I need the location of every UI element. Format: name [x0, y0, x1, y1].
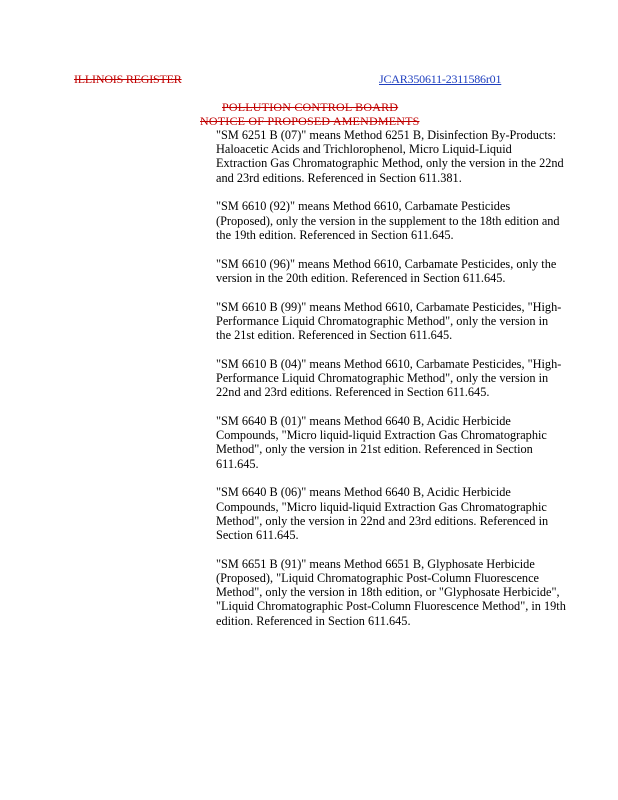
definition-paragraph: "SM 6640 B (01)" means Method 6640 B, Acidic Herbicide Compounds, "Micro liquid-liquid Extraction Gas Chromatographic Method", only the version in 21st edition. Referenced in Section 611.645.: [216, 414, 547, 471]
definition-paragraph: "SM 6251 B (07)" means Method 6251 B, Disinfection By-Products: Haloacetic Acids and Trichlorophenol, Micro Liquid-Liquid Extraction Gas Chromatographic Method, only the version in the 22nd and 23rd editions. Referenced in Section 611.381.: [216, 128, 564, 185]
definition-paragraph: "SM 6610 B (04)" means Method 6610, Carbamate Pesticides, "High-Performance Liquid Chromatographic Method", only the version in 22nd and 23rd editions. Referenced in Section 611.645.: [216, 356, 562, 400]
board-heading: POLLUTION CONTROL BOARD: [222, 100, 399, 114]
definitions-list: [216, 128, 566, 642]
definition-paragraph: "SM 6651 B (91)" means Method 6651 B, Glyphosate Herbicide (Proposed), "Liquid Chromatographic Post-Column Fluorescence Method", only the version in 18th edition, or "Glyphosate Herbicide", "Liquid Chromatographic Post-Column Fluorescence Method", in 19th edition. Referenced in Section 611.645.: [216, 556, 566, 628]
definition-paragraph: "SM 6640 B (06)" means Method 6640 B, Acidic Herbicide Compounds, "Micro liquid-liquid Extraction Gas Chromatographic Method", only the version in 22nd and 23rd editions. Referenced in Section 611.645.: [216, 485, 549, 543]
definition-paragraph: "SM 6610 B (99)" means Method 6610, Carbamate Pesticides, "High-Performance Liquid Chromatographic Method", only the version in the 21st edition. Referenced in Section 611.645.: [216, 299, 562, 343]
notice-heading: NOTICE OF PROPOSED AMENDMENTS: [200, 114, 420, 128]
definition-paragraph: "SM 6610 (92)" means Method 6610, Carbamate Pesticides (Proposed), only the version in the supplement to the 18th edition and the 19th edition. Referenced in Section 611.645.: [216, 199, 560, 242]
document-id-header: JCAR350611-2311586r01: [379, 72, 502, 86]
register-header: ILLINOIS REGISTER: [74, 72, 182, 86]
definition-paragraph: "SM 6610 (96)" means Method 6610, Carbamate Pesticides, only the version in the 20th edition. Referenced in Section 611.645.: [216, 256, 557, 285]
